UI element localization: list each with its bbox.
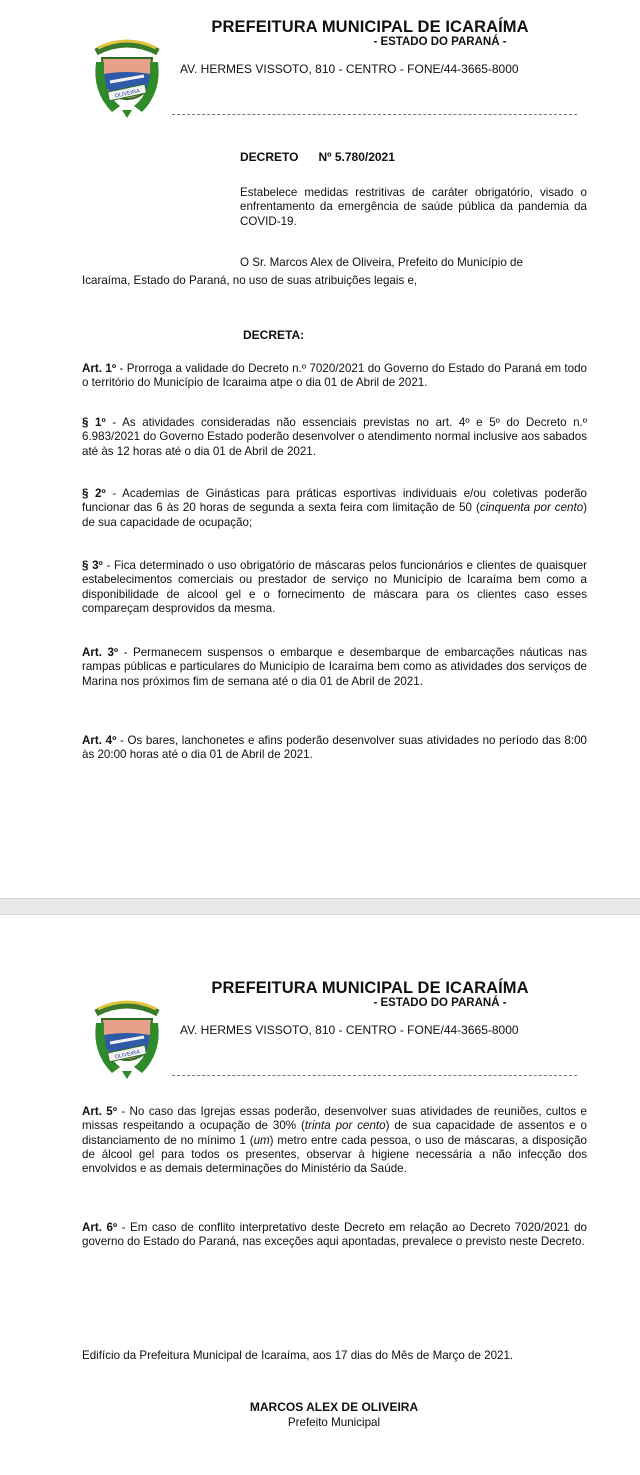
letterhead-address: AV. HERMES VISSOTO, 810 - CENTRO - FONE/44-3665-8000 [180,1023,519,1037]
decree-summary: Estabelece medidas restritivas de caráter obrigatório, visado o enfrentamento da emergência de saúde pública da pandemia da COVID-19. [240,186,587,228]
decree-preamble-line1: O Sr. Marcos Alex de Oliveira, Prefeito do Município de [240,256,523,269]
article-5-text-c: ) metro entre cada pessoa, o uso de máscaras, a disposição de álcool gel para todos os presentes, observar à higiene necessária a não infecção dos envolvidos e as demais determinações do Ministério da Saúde. [82,1133,587,1176]
paragraph-3 [82,559,587,616]
municipal-crest-icon [92,983,162,1081]
municipal-crest-icon [92,22,162,120]
letterhead-state: - ESTADO DO PARANÁ - [373,997,507,1009]
article-4 [82,734,587,763]
paragraph-2-text-a: - Academias de Ginásticas para práticas esportivas individuais e/ou coletivas poderão funcionar das 6 às 20 horas de segunda a sexta feira com limitação de 50 ( [82,487,587,515]
letterhead-rule [172,114,577,115]
letterhead [0,14,640,124]
article-3-label: Art. 3º [82,646,119,659]
article-5-text-b: ) de sua capacidade de assentos e o distanciamento de no mínimo 1 ( [82,1119,587,1147]
article-4-text: - Os bares, lanchonetes e afins poderão desenvolver suas atividades no período das 8:00 às 20:00 horas até o dia 01 de Abril de 2021. [82,734,587,762]
decree-preamble-line2: Icaraíma, Estado do Paraná, no uso de suas atribuições legais e, [82,274,418,287]
article-5-text-italic-2: um [253,1133,270,1147]
letterhead-page-2 [0,975,640,1085]
paragraph-2-label: § 2º [82,487,106,500]
paragraph-2-text-italic: cinquenta por cento [479,501,584,515]
closing-place-date: Edifício da Prefeitura Municipal de Icaraíma, aos 17 dias do Mês de Março de 2021. [82,1349,514,1362]
paragraph-1 [82,416,587,459]
article-1-text: - Prorroga a validade do Decreto n.º 7020/2021 do Governo do Estado do Paraná em todo o território do Município de Icaraima atpe o dia 01 de Abril de 2021. [82,362,587,390]
article-5-text-italic: trinta por cento [304,1119,386,1133]
paragraph-3-label: § 3º [82,559,103,572]
decree-label: DECRETO [240,150,299,164]
page-separator [0,898,640,915]
article-1 [82,362,587,391]
article-5-text-a: - No caso das Igrejas essas poderão, desenvolver suas atividades de reuniões, cultos e missas respeitando a ocupação de 30% ( [82,1105,587,1133]
svg-text:OLIVEIRA: OLIVEIRA [114,1049,141,1061]
paragraph-2-text-b: ) de sua capacidade de ocupação; [82,501,588,529]
paragraph-3-text: - Fica determinado o uso obrigatório de máscaras pelos funcionários e clientes de quaisquer estabelecimentos comerciais ou prestador de serviço no Município de Icaraíma bem como a disponibilidade de alcool gel e o fornecimento de máscara para os clientes caso esses compareçam desprovidos da mesma. [82,559,588,615]
decree-heading [240,150,415,164]
signer-name: MARCOS ALEX DE OLIVEIRA [249,1400,419,1414]
paragraph-1-label: § 1º [82,416,106,429]
letterhead-title: PREFEITURA MUNICIPAL DE ICARAÍMA [211,18,529,36]
svg-text:OLIVEIRA: OLIVEIRA [114,88,141,100]
document-page-2 [0,915,640,1475]
letterhead-title: PREFEITURA MUNICIPAL DE ICARAÍMA [211,979,529,997]
article-3-text: - Permanecem suspensos o embarque e desembarque de embarcações náuticas nas rampas públicas e particulares do Município de Icaraíma bem como as atividades dos serviços de Marina nos próximos fim de semana até o dia 01 de Abril de 2021. [82,646,587,688]
letterhead-address: AV. HERMES VISSOTO, 810 - CENTRO - FONE/44-3665-8000 [180,62,519,76]
decree-number: Nº 5.780/2021 [318,150,395,164]
letterhead-rule [172,1075,577,1076]
paragraph-2 [82,487,587,530]
article-4-label: Art. 4º [82,734,117,747]
article-3 [82,646,587,689]
article-5-label: Art. 5º [82,1105,117,1118]
letterhead-state: - ESTADO DO PARANÁ - [373,36,507,48]
signer-role: Prefeito Municipal [287,1416,381,1429]
article-5 [82,1105,587,1176]
article-1-label: Art. 1º [82,362,117,375]
paragraph-1-text: - As atividades consideradas não essenciais previstas no art. 4º e 5º do Decreto n.º 6.983/2021 do Governo Estado poderão desenvolver o atendimento normal inclusive aos sabados até às 12 horas até o dia 01 de Abril de 2021. [82,416,587,458]
decreta-heading: DECRETA: [243,328,305,342]
article-6-label: Art. 6º [82,1221,118,1234]
article-6 [82,1221,587,1250]
article-6-text: - Em caso de conflito interpretativo deste Decreto em relação ao Decreto 7020/2021 do governo do Estado do Paraná, nas exceções aqui apontadas, prevalece o previsto neste Decreto. [82,1221,588,1249]
